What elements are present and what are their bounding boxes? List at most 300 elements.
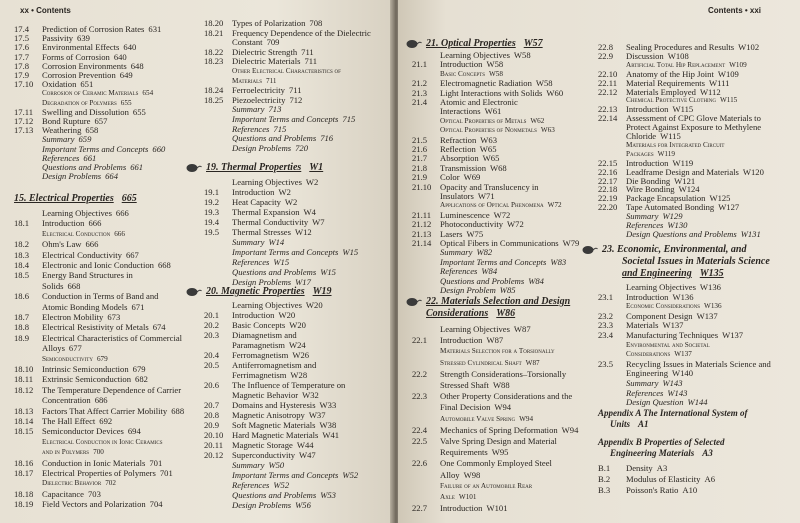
section-number: 18.19 — [14, 499, 34, 510]
page-number: W94 — [519, 414, 534, 423]
section-number: 22.19 — [598, 193, 618, 204]
section-number: 18.6 — [14, 291, 30, 302]
section-title: Introduction W2 — [232, 187, 291, 197]
section-number: 17.7 — [14, 51, 30, 62]
section-title: Valve Spring Design and Material — [440, 436, 557, 446]
chapter-page: W1 — [309, 162, 324, 173]
page-number: W50 — [268, 460, 285, 470]
section-title: Stressed Cylindrical Shaft W87 — [440, 358, 540, 367]
page-number: 668 — [67, 280, 81, 291]
page-number: 649 — [119, 70, 133, 80]
section-number: 22.2 — [412, 368, 428, 379]
section-title: Opacity and Translucency in — [440, 181, 539, 192]
section-number: 18.7 — [14, 312, 30, 322]
section-number: 22.11 — [598, 77, 618, 88]
page-number: W119 — [657, 149, 675, 158]
page-number: W15 — [273, 257, 290, 267]
section-title: Conduction in Terms of Band and — [42, 291, 159, 302]
page-number: W44 — [296, 440, 314, 450]
section-number: 22.13 — [598, 104, 618, 115]
page-number: 666 — [114, 229, 125, 238]
section-title: Electronic and Ionic Conduction 668 — [42, 260, 171, 270]
section-title: Learning Objectives W2 — [232, 177, 319, 187]
section-title: Modulus of Elasticity A6 — [626, 474, 715, 484]
section-title: Insulators W71 — [440, 191, 495, 201]
section-number: 23.3 — [598, 320, 614, 331]
section-title: Summary 713 — [232, 104, 282, 115]
section-title: Stressed Shaft W88 — [440, 380, 510, 390]
section-number: 18.2 — [14, 239, 30, 250]
section-title: Soft Magnetic Materials W38 — [232, 420, 337, 430]
chapter-title: 15. Electrical Properties — [14, 193, 114, 204]
page-number: W65 — [479, 144, 497, 154]
section-title: Semiconductivity 679 — [42, 354, 108, 363]
chapter-title-line: and Engineering — [622, 268, 692, 279]
section-title: Questions and Problems W53 — [232, 490, 336, 500]
appendix-b-heading-line2[interactable] — [610, 448, 713, 459]
page-number: W4 — [303, 207, 316, 217]
appendix-a-heading-line2[interactable] — [610, 419, 649, 430]
section-title: Energy Band Structures in — [42, 270, 133, 281]
section-title: Constant 709 — [232, 37, 280, 48]
appendix-title: Units — [610, 419, 631, 429]
section-number: 20.6 — [204, 380, 220, 390]
section-number: 19.3 — [204, 207, 220, 217]
section-title: Oxidation 651 — [42, 79, 94, 90]
page-number: W136 — [704, 302, 722, 311]
running-head-right: Contents • xxi — [708, 6, 762, 15]
section-title: Degradation of Polymers 655 — [42, 98, 132, 107]
page-number: W2 — [284, 197, 298, 207]
section-number: 22.14 — [598, 113, 618, 124]
page-number: 666 — [85, 239, 99, 250]
section-title: Leadframe Design and Materials W120 — [626, 166, 764, 177]
page-number: W109 — [729, 60, 747, 69]
page-number: W20 — [289, 320, 306, 330]
page-number: W58 — [513, 50, 531, 60]
section-title: Questions and Problems W15 — [232, 267, 336, 277]
section-title: Field Vectors and Polarization 704 — [42, 499, 163, 510]
chapter-page: 665 — [121, 193, 137, 204]
section-title: Types of Polarization 708 — [232, 18, 323, 28]
section-number: 18.8 — [14, 322, 30, 333]
page-number: 682 — [135, 374, 148, 385]
section-title: Electrical Conductivity 667 — [42, 249, 139, 260]
page-number: 712 — [289, 94, 303, 105]
page-number: W144 — [687, 397, 708, 408]
appendix-a-heading[interactable] — [598, 408, 747, 419]
section-title: Important Terms and Concepts 660 — [42, 143, 166, 154]
section-number: 22.15 — [598, 157, 618, 168]
section-number: 17.11 — [14, 106, 34, 117]
page-number: 692 — [99, 416, 113, 426]
section-title: Design Question W144 — [626, 397, 708, 408]
section-number: 21.10 — [412, 181, 432, 192]
section-title: Chloride W115 — [626, 131, 681, 141]
section-number: 17.13 — [14, 125, 34, 136]
section-number: 20.7 — [204, 400, 220, 410]
section-number: 18.23 — [204, 56, 224, 67]
page-number: W130 — [667, 220, 688, 230]
section-title: Capacitance 703 — [42, 488, 101, 499]
section-number: 21.14 — [412, 238, 432, 248]
page-number: W72 — [493, 209, 511, 220]
section-number: 18.18 — [14, 488, 34, 499]
chapter-15-heading[interactable] — [14, 193, 137, 205]
section-number: 21.8 — [412, 162, 428, 173]
section-number: 21.9 — [412, 172, 428, 183]
page-number: 715 — [273, 123, 287, 134]
page-number: W143 — [667, 387, 688, 398]
section-title: Summary W143 — [626, 378, 683, 388]
section-number: 18.21 — [204, 27, 224, 38]
section-number: 22.12 — [598, 86, 618, 97]
section-title: Materials W137 — [626, 320, 684, 331]
section-number: 18.15 — [14, 426, 34, 437]
section-number: 18.14 — [14, 416, 34, 426]
section-number: 22.7 — [412, 503, 428, 514]
page-number: W109 — [717, 68, 739, 79]
page-number: 674 — [152, 322, 166, 333]
section-number: 19.5 — [204, 227, 220, 237]
section-number: 18.11 — [14, 374, 34, 385]
section-number: 18.17 — [14, 468, 34, 478]
section-number: B.1 — [598, 463, 611, 473]
chapter-page: W19 — [312, 286, 332, 297]
section-number: 19.2 — [204, 197, 220, 207]
section-title: Hard Magnetic Materials W41 — [232, 430, 340, 440]
page-number: W37 — [308, 410, 326, 420]
section-title: Introduction W136 — [626, 291, 694, 302]
section-title: Optical Properties of Nonmetals W63 — [440, 126, 555, 135]
page-number: W143 — [662, 378, 683, 388]
section-title: Passivity 639 — [42, 33, 90, 44]
appendix-b-heading[interactable] — [598, 437, 724, 448]
section-title: Summary W82 — [440, 247, 493, 258]
section-title: Design Problems 664 — [42, 171, 119, 182]
section-title: Packages W119 — [626, 149, 675, 158]
section-title: Important Terms and Concepts 715 — [232, 114, 356, 124]
section-number: 20.5 — [204, 360, 220, 370]
section-title: Electrical Conduction 666 — [42, 229, 125, 238]
section-title: Other Electrical Characteristics of — [232, 67, 341, 75]
section-title: Questions and Problems 661 — [42, 162, 144, 172]
page-number: 716 — [320, 133, 334, 144]
section-title: Semiconductor Devices 694 — [42, 426, 141, 437]
page-number: W87 — [525, 358, 540, 367]
page-number: W75 — [466, 228, 484, 239]
section-number: 20.12 — [204, 450, 224, 460]
section-title: Reflection W65 — [440, 144, 497, 154]
section-title: Sealing Procedures and Results W102 — [626, 42, 760, 52]
section-title: Materials for Integrated Circuit — [626, 140, 725, 149]
page-number: W115 — [719, 96, 738, 105]
page-number: 639 — [77, 33, 90, 44]
section-title: Materials 711 — [232, 76, 277, 85]
section-title: Learning Objectives 666 — [42, 208, 129, 218]
section-title: Factors That Affect Carrier Mobility 688 — [42, 405, 185, 416]
page-number: W38 — [319, 420, 337, 430]
section-title: Interactions W61 — [440, 106, 502, 117]
page-number: 655 — [132, 106, 146, 117]
section-number: 18.16 — [14, 457, 34, 468]
section-number: 21.7 — [412, 153, 428, 164]
section-title: The Temperature Dependence of Carrier — [42, 384, 182, 395]
page-number: W129 — [662, 211, 683, 222]
appendix-title: Appendix B Properties of Selected — [598, 437, 725, 447]
page-number: 713 — [268, 104, 282, 115]
section-title: References W52 — [232, 480, 290, 490]
section-title: Environmental and Societal — [626, 340, 710, 349]
page-number: 673 — [107, 312, 121, 322]
page-number: 666 — [115, 208, 129, 218]
section-title: Engineering W140 — [626, 368, 694, 379]
section-title: Introduction W87 — [440, 335, 504, 346]
section-title: Material Requirements W111 — [626, 77, 730, 88]
page-number: W53 — [320, 490, 336, 500]
section-title: Forms of Corrosion 640 — [42, 51, 127, 62]
page-number: 686 — [94, 395, 108, 406]
section-title: Design Questions and Problems W131 — [626, 228, 761, 239]
section-number: 21.5 — [412, 134, 428, 145]
section-title: Wire Bonding W124 — [626, 184, 700, 195]
page-number: W94 — [561, 424, 579, 435]
section-title: Extrinsic Semiconduction 682 — [42, 374, 148, 385]
section-number: 17.9 — [14, 70, 30, 80]
section-title: Basic Concepts W20 — [232, 320, 306, 330]
section-title: Artificial Total Hip Replacement W109 — [626, 60, 747, 69]
page-number: W137 — [674, 350, 692, 359]
section-title: Questions and Problems 716 — [232, 133, 334, 144]
page-number: 711 — [288, 85, 302, 96]
section-title: Assessment of CPC Glove Materials to — [626, 113, 761, 124]
page-number: 677 — [68, 343, 82, 354]
page-number: W87 — [513, 324, 531, 334]
section-title: References 661 — [42, 152, 97, 163]
section-number: 23.2 — [598, 310, 614, 321]
page-number: 661 — [83, 152, 97, 163]
section-title: Paramagnetism W24 — [232, 340, 306, 350]
page-number: W102 — [738, 42, 760, 52]
section-title: Final Decision W94 — [440, 402, 512, 413]
section-number: 21.11 — [412, 209, 432, 220]
section-number: 20.4 — [204, 350, 220, 360]
page-number: W94 — [494, 402, 512, 413]
section-number: 23.1 — [598, 291, 614, 302]
section-number: 22.3 — [412, 391, 428, 402]
mouse-icon — [186, 287, 202, 297]
page-number: W101 — [458, 493, 477, 501]
section-title: Learning Objectives W20 — [232, 300, 323, 310]
section-title: References W84 — [440, 266, 498, 277]
section-title: Alloy W98 — [440, 469, 481, 480]
section-number: B.3 — [598, 485, 611, 495]
page-number: W131 — [740, 228, 761, 239]
section-number: 18.13 — [14, 405, 34, 416]
section-title: Summary W129 — [626, 211, 683, 222]
page-number: W2 — [278, 187, 291, 197]
page-number: W56 — [295, 500, 311, 510]
page-number: W58 — [486, 59, 504, 70]
page-number: W84 — [481, 266, 498, 277]
section-title: Optical Fibers in Communications W79 — [440, 238, 580, 248]
page-number: W120 — [742, 166, 764, 177]
page-number: W68 — [490, 162, 507, 173]
chapter-19-heading[interactable] — [186, 162, 323, 174]
page-number: W15 — [342, 247, 359, 257]
page-number: W32 — [302, 390, 319, 400]
mouse-icon — [406, 297, 422, 307]
section-title: Anatomy of the Hip Joint W109 — [626, 68, 739, 79]
page-number: W112 — [699, 86, 721, 97]
page-number: 694 — [127, 426, 141, 437]
chapter-title-line2: Considerations — [426, 308, 489, 319]
page-number: A6 — [704, 474, 715, 484]
section-title: Superconductivity W47 — [232, 450, 316, 460]
page-number: 711 — [266, 76, 277, 85]
section-title: Absorption W65 — [440, 153, 500, 164]
section-number: 17.5 — [14, 33, 30, 44]
section-title: The Influence of Temperature on — [232, 380, 346, 390]
section-number: 19.1 — [204, 187, 220, 197]
chapter-title-line: Societal Issues in Materials Science — [622, 256, 770, 267]
section-number: 22.17 — [598, 175, 618, 186]
section-title: Learning Objectives W87 — [440, 324, 531, 334]
section-title: Environmental Effects 640 — [42, 42, 137, 53]
page-number: W58 — [535, 78, 553, 89]
section-title: Prediction of Corrosion Rates 631 — [42, 24, 162, 34]
section-title: Thermal Stresses W12 — [232, 227, 312, 237]
section-number: 18.9 — [14, 332, 30, 343]
page-number: W28 — [290, 370, 308, 380]
section-title: Magnetic Behavior W32 — [232, 390, 319, 400]
page-number: W98 — [463, 469, 481, 480]
page-number: 658 — [85, 125, 99, 136]
page-number: W72 — [507, 219, 524, 230]
section-title: Electromagnetic Radiation W58 — [440, 78, 553, 89]
section-title: Alloys 677 — [42, 343, 82, 354]
page-number: W7 — [312, 217, 325, 227]
section-title: Important Terms and Concepts W52 — [232, 470, 359, 480]
section-title: Light Interactions with Solids W60 — [440, 87, 564, 98]
page-number: 708 — [309, 18, 323, 28]
chapter-page: W86 — [496, 308, 516, 319]
page-number: 660 — [152, 143, 166, 154]
section-title: Conduction in Ionic Materials 701 — [42, 457, 163, 468]
section-title: Important Terms and Concepts W15 — [232, 247, 359, 257]
section-title: Solids 668 — [42, 280, 81, 291]
section-title: Learning Objectives W136 — [626, 282, 721, 292]
page-number: W24 — [288, 340, 306, 350]
page-number: W111 — [709, 77, 730, 88]
section-number: 22.18 — [598, 184, 618, 195]
section-title: Important Terms and Concepts W83 — [440, 256, 567, 267]
page-number: W20 — [278, 310, 296, 320]
page-number: 668 — [157, 260, 171, 270]
page-number: W2 — [305, 177, 319, 187]
chapter-page: W57 — [523, 38, 543, 49]
section-number: 20.2 — [204, 320, 220, 330]
mouse-icon — [406, 39, 422, 49]
appendix-title: Engineering Materials — [610, 448, 695, 458]
section-number: 23.4 — [598, 330, 614, 340]
section-title: Magnetic Anisotropy W37 — [232, 410, 326, 420]
page-number: W52 — [273, 480, 290, 490]
section-number: 21.2 — [412, 78, 428, 89]
section-title: Corrosion Environments 648 — [42, 60, 144, 71]
page-number: 715 — [342, 114, 356, 124]
section-number: 18.24 — [204, 85, 224, 96]
section-number: 18.1 — [14, 218, 30, 229]
chapter-21-heading[interactable] — [406, 38, 543, 50]
section-number: B.2 — [598, 474, 611, 484]
page-number: W71 — [477, 191, 495, 201]
section-title: Color W69 — [440, 172, 481, 183]
page-number: W60 — [546, 87, 564, 98]
section-title: Frequency Dependence of the Dielectric — [232, 27, 371, 38]
section-title: Lasers W75 — [440, 228, 484, 239]
page-number: W20 — [305, 300, 323, 310]
page-number: W137 — [662, 320, 684, 331]
chapter-22-heading-line2 — [426, 308, 515, 320]
section-title: Magnetic Storage W44 — [232, 440, 314, 450]
chapter-23-heading[interactable] — [582, 244, 746, 256]
chapter-22-heading[interactable] — [406, 296, 570, 308]
section-number: 20.3 — [204, 330, 220, 340]
page-number: W137 — [722, 330, 744, 340]
section-title: Tape Automated Bonding W127 — [626, 202, 740, 213]
section-title: References W130 — [626, 220, 688, 230]
section-title: Dielectric Strength 711 — [232, 46, 314, 57]
left-page — [0, 0, 394, 523]
section-number: 20.11 — [204, 440, 224, 450]
chapter-title: 19. Thermal Properties — [206, 162, 302, 173]
section-title: Swelling and Dissolution 655 — [42, 106, 146, 117]
page-number: 667 — [125, 249, 139, 260]
page-number: W136 — [672, 291, 694, 302]
page-number: 655 — [120, 98, 132, 107]
page-number: W41 — [322, 430, 340, 440]
section-title: Electron Mobility 673 — [42, 312, 121, 322]
page-number: 648 — [130, 60, 144, 71]
section-title: Refraction W63 — [440, 134, 497, 145]
page-number: 651 — [80, 79, 94, 90]
page-number: A3 — [656, 463, 668, 473]
section-number: 17.12 — [14, 116, 34, 126]
section-title: Design Problems W17 — [232, 277, 311, 287]
page-number: W63 — [480, 134, 497, 145]
section-title: Protect Against Exposure to Methylene — [626, 122, 762, 133]
section-title: Atomic Bonding Models 671 — [42, 301, 145, 312]
section-title: Domains and Hysteresis W33 — [232, 400, 337, 410]
section-title: Concentration 686 — [42, 395, 108, 406]
chapter-20-heading[interactable] — [186, 286, 332, 298]
section-number: 22.20 — [598, 202, 618, 213]
section-title: Electrical Resistivity of Metals 674 — [42, 322, 166, 333]
section-title: Corrosion of Ceramic Materials 654 — [42, 89, 154, 98]
section-number: 22.5 — [412, 436, 428, 446]
page-number: W101 — [486, 503, 508, 514]
section-title: Electrical Properties of Polymers 701 — [42, 468, 173, 478]
section-number: 20.1 — [204, 310, 220, 320]
section-number: 21.4 — [412, 97, 428, 107]
page-number: W26 — [292, 350, 310, 360]
chapter-page: W135 — [699, 268, 724, 279]
section-number: 22.8 — [598, 42, 614, 52]
section-title: Electrical Conduction in Ionic Ceramics — [42, 437, 163, 446]
section-title: References W143 — [626, 387, 688, 398]
section-number: 21.13 — [412, 228, 432, 239]
